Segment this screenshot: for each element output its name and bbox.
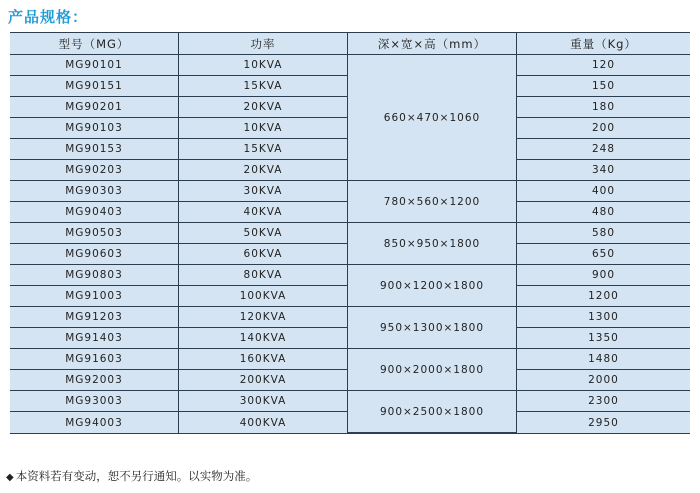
- table-row: [10, 55, 690, 76]
- model-cell: MG91003: [10, 286, 179, 307]
- power-cell: 300KVA: [179, 391, 348, 412]
- model-cell: MG90303: [10, 181, 179, 202]
- weight-cell: 150: [517, 76, 690, 97]
- model-cell: MG90603: [10, 244, 179, 265]
- weight-cell: 340: [517, 160, 690, 181]
- weight-cell: 248: [517, 139, 690, 160]
- power-cell: 20KVA: [179, 97, 348, 118]
- table-row: [10, 223, 690, 244]
- table-row: [10, 181, 690, 202]
- table-row: [10, 349, 690, 370]
- model-cell: MG90103: [10, 118, 179, 139]
- footnote: [6, 468, 257, 484]
- weight-cell: 400: [517, 181, 690, 202]
- weight-cell: 480: [517, 202, 690, 223]
- model-cell: MG91403: [10, 328, 179, 349]
- weight-cell: 120: [517, 55, 690, 76]
- dimensions-cell: 780×560×1200: [348, 181, 517, 223]
- table-body: [10, 55, 690, 433]
- weight-cell: 1480: [517, 349, 690, 370]
- power-cell: 140KVA: [179, 328, 348, 349]
- table-row: [10, 391, 690, 412]
- weight-cell: 2000: [517, 370, 690, 391]
- power-cell: 40KVA: [179, 202, 348, 223]
- dimensions-cell: 900×1200×1800: [348, 265, 517, 307]
- table-header-row: [10, 33, 690, 55]
- model-cell: MG93003: [10, 391, 179, 412]
- model-cell: MG91203: [10, 307, 179, 328]
- spec-table: [10, 32, 690, 434]
- power-cell: 400KVA: [179, 412, 348, 433]
- weight-cell: 2950: [517, 412, 690, 433]
- power-cell: 20KVA: [179, 160, 348, 181]
- power-cell: 160KVA: [179, 349, 348, 370]
- section-title: 产品规格：: [8, 8, 89, 26]
- header-power: 功率: [179, 33, 348, 55]
- power-cell: 10KVA: [179, 55, 348, 76]
- power-cell: 60KVA: [179, 244, 348, 265]
- weight-cell: 1200: [517, 286, 690, 307]
- weight-cell: 180: [517, 97, 690, 118]
- power-cell: 50KVA: [179, 223, 348, 244]
- model-cell: MG90403: [10, 202, 179, 223]
- weight-cell: 580: [517, 223, 690, 244]
- power-cell: 15KVA: [179, 139, 348, 160]
- dimensions-cell: 950×1300×1800: [348, 307, 517, 349]
- diamond-icon: ◆: [6, 472, 14, 483]
- dimensions-cell: 900×2000×1800: [348, 349, 517, 391]
- weight-cell: 1350: [517, 328, 690, 349]
- table-row: [10, 265, 690, 286]
- header-weight: 重量（Kg）: [517, 33, 690, 55]
- power-cell: 10KVA: [179, 118, 348, 139]
- dimensions-cell: 660×470×1060: [348, 55, 517, 181]
- model-cell: MG94003: [10, 412, 179, 433]
- model-cell: MG91603: [10, 349, 179, 370]
- model-cell: MG90503: [10, 223, 179, 244]
- dimensions-cell: 850×950×1800: [348, 223, 517, 265]
- power-cell: 200KVA: [179, 370, 348, 391]
- model-cell: MG90101: [10, 55, 179, 76]
- weight-cell: 650: [517, 244, 690, 265]
- dimensions-cell: 900×2500×1800: [348, 391, 517, 433]
- header-model: 型号（MG）: [10, 33, 179, 55]
- weight-cell: 200: [517, 118, 690, 139]
- power-cell: 100KVA: [179, 286, 348, 307]
- model-cell: MG90151: [10, 76, 179, 97]
- model-cell: MG92003: [10, 370, 179, 391]
- header-dimensions: 深×宽×高（mm）: [348, 33, 517, 55]
- footnote-text: 本资料若有变动，恕不另行通知。以实物为准。: [15, 469, 258, 483]
- weight-cell: 1300: [517, 307, 690, 328]
- power-cell: 30KVA: [179, 181, 348, 202]
- table-row: [10, 307, 690, 328]
- power-cell: 120KVA: [179, 307, 348, 328]
- weight-cell: 900: [517, 265, 690, 286]
- model-cell: MG90201: [10, 97, 179, 118]
- model-cell: MG90203: [10, 160, 179, 181]
- power-cell: 80KVA: [179, 265, 348, 286]
- model-cell: MG90803: [10, 265, 179, 286]
- power-cell: 15KVA: [179, 76, 348, 97]
- weight-cell: 2300: [517, 391, 690, 412]
- model-cell: MG90153: [10, 139, 179, 160]
